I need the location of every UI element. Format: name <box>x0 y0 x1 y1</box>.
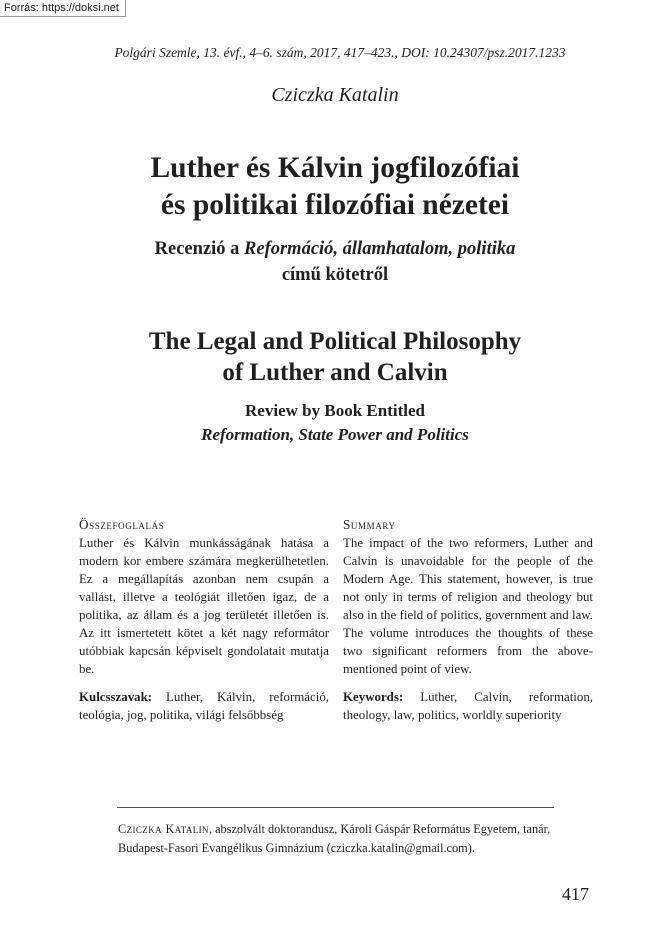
subtitle-english-book-title <box>0 423 670 447</box>
footnote-divider <box>117 807 554 808</box>
subtitle-hungarian-line-2: című kötetről <box>281 265 389 285</box>
subtitle-english <box>0 399 670 447</box>
source-tag: Forrás: https://doksi.net <box>0 0 126 17</box>
subtitle-hungarian-prefix: Recenzió a <box>154 239 245 259</box>
title-english-line-1: The Legal and Political Philosophy <box>148 328 522 355</box>
keywords-hungarian-list: Luther, Kálvin, reformáció, teológia, jog, politika, világi felsőbbség <box>79 690 329 722</box>
keywords-hungarian <box>79 688 329 724</box>
title-hungarian-line-1: Luther és Kálvin jogfilozófiai <box>150 152 520 184</box>
abstract-english <box>343 516 593 724</box>
abstract-hungarian-body: Luther és Kálvin munkásságának hatása a modern kor embere számára megkerülhetetlen. Ez a megállapítás azonban nem csupán a vallást, illetve a teológiát illetően igaz, de a politika, az állam és a jog területét illetően is. Az itt ismertetett kötet a két nagy reformátor utóbbiak kapcsán képviselt gondolatait mutatja be. <box>79 536 329 676</box>
abstract-hungarian-heading: Összefoglalás <box>79 517 165 532</box>
abstract-english-body: The impact of the two reformers, Luther and Calvin is unavoidable for the people of the Modern Age. This statement, however, is true not only in terms of religion and theology but also in the field of politics, government and law. The volume introduces the thoughts of these two significant reformers from the above-mentioned point of view. <box>343 536 593 676</box>
journal-citation: Polgári Szemle, 13. évf., 4–6. szám, 2017, 417–423., DOI: 10.24307/psz.2017.1233 <box>114 45 566 60</box>
subtitle-english-book-title-text: Reformation, State Power and Politics <box>201 425 469 444</box>
keywords-english-list: Luther, Calvin, reformation, theology, law, politics, worldly superiority <box>343 690 593 722</box>
title-english <box>0 326 670 388</box>
abstract-hungarian <box>79 516 329 724</box>
keywords-hungarian-label: Kulcsszavak: <box>79 690 153 704</box>
footnote-author-affiliation: , abszolvált doktorandusz, Károli Gáspár Református Egyetem, tanár, Budapest-Fasori Evangélikus Gimnázium (cziczka.katalin@gmail.com). <box>118 822 551 855</box>
subtitle-hungarian <box>0 236 670 288</box>
abstract-english-heading: Summary <box>343 517 396 532</box>
title-hungarian-line-2: és politikai filozófiai nézetei <box>160 189 510 221</box>
author-footnote <box>118 820 578 858</box>
keywords-english <box>343 688 593 724</box>
keywords-english-label: Keywords: <box>343 690 404 704</box>
article-author: Cziczka Katalin <box>271 84 399 106</box>
subtitle-hungarian-line-1 <box>0 236 670 262</box>
title-hungarian <box>0 150 670 224</box>
subtitle-english-line-1: Review by Book Entitled <box>245 401 425 420</box>
page-number: 417 <box>562 884 589 904</box>
title-english-line-2: of Luther and Calvin <box>222 359 448 386</box>
subtitle-hungarian-book-title: Reformáció, államhatalom, politika <box>244 239 516 259</box>
footnote-author-name: Cziczka Katalin <box>118 822 209 836</box>
